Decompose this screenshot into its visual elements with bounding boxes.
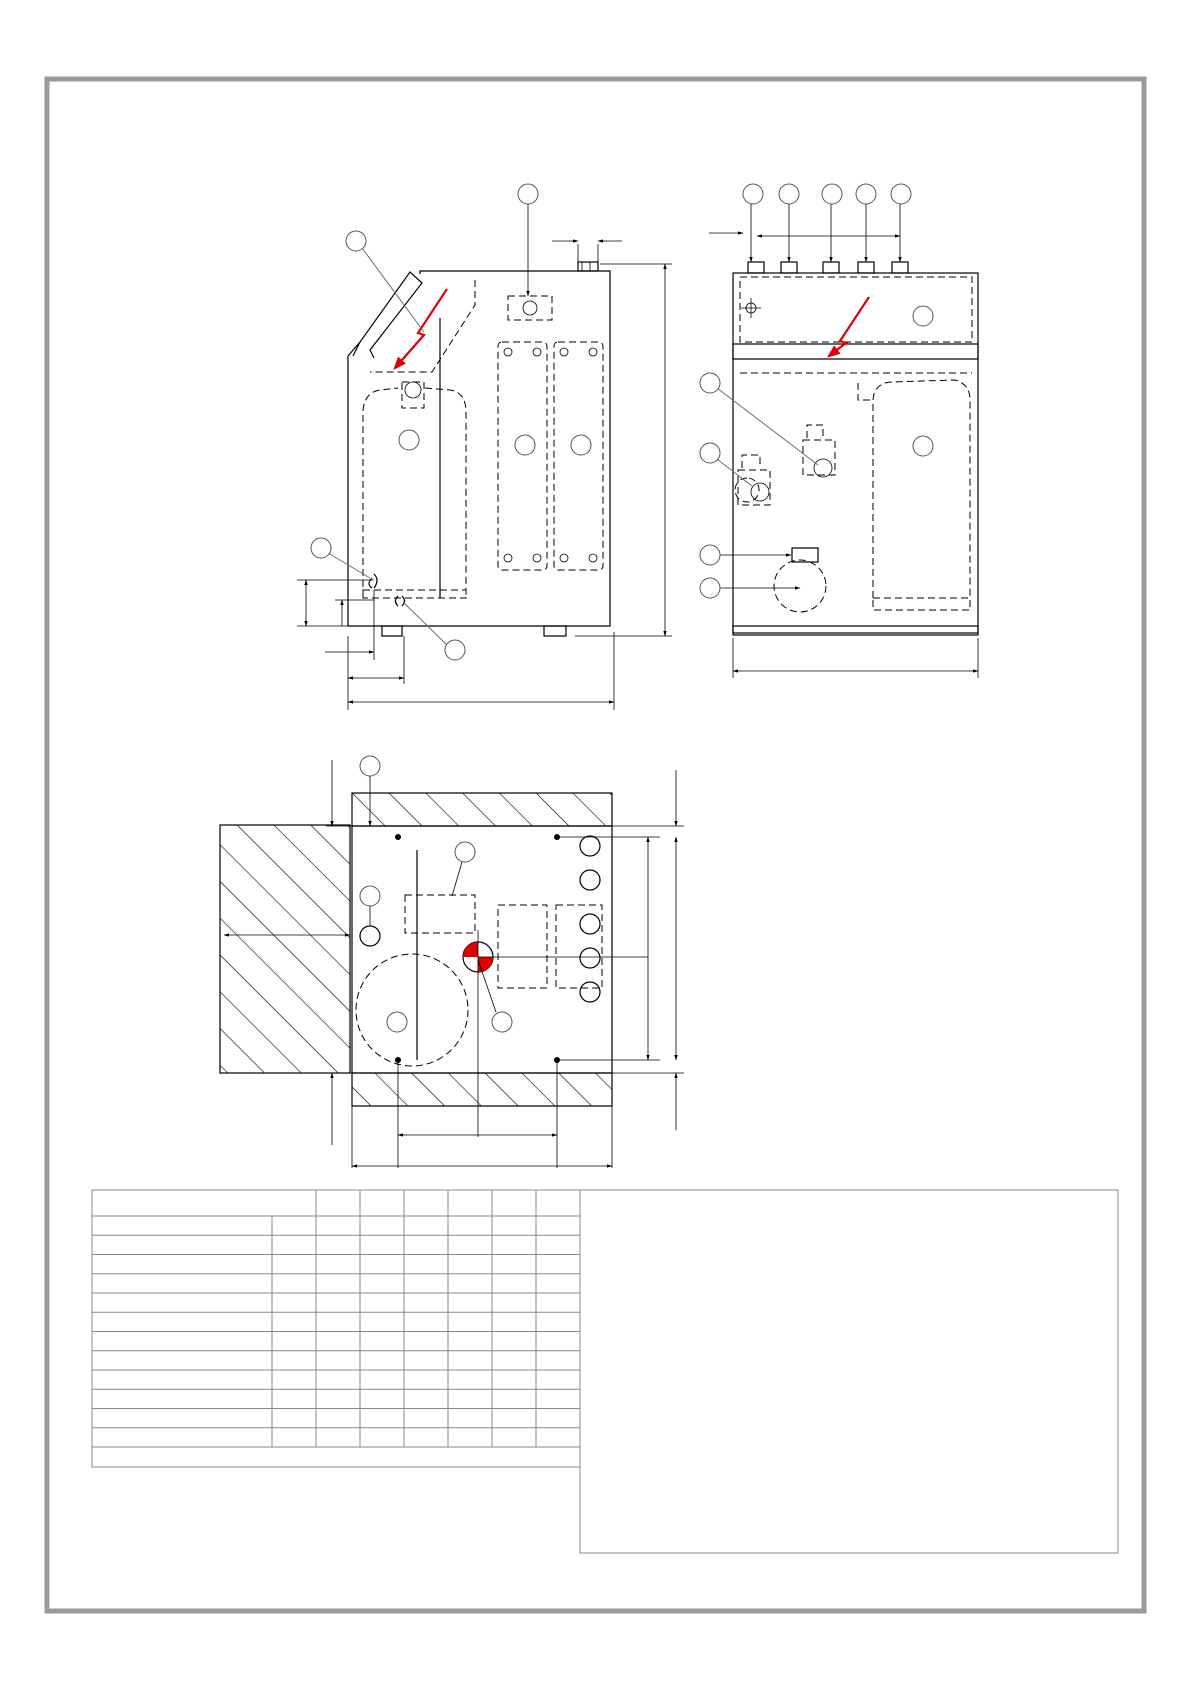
callout-bubble	[856, 184, 876, 204]
callout-bubble	[492, 1012, 512, 1032]
callout-bubble	[913, 436, 933, 456]
callout-bubble	[445, 640, 465, 660]
callout-bubble	[700, 373, 720, 393]
callout-bubble	[360, 756, 380, 776]
callout-bubble	[571, 435, 591, 455]
callout-bubble	[822, 184, 842, 204]
callout-bubble	[913, 306, 933, 326]
callout-bubble	[518, 184, 538, 204]
callout-bubble	[891, 184, 911, 204]
callout-bubble	[360, 886, 380, 906]
callout-bubble	[779, 184, 799, 204]
callout-bubble	[387, 1012, 407, 1032]
callout-bubble	[515, 435, 535, 455]
notes-panel	[580, 1190, 1118, 1553]
side-view	[297, 184, 672, 710]
sheet-frame	[47, 79, 1144, 1611]
callout-bubble	[346, 231, 366, 251]
front-view	[700, 184, 978, 678]
callout-bubble	[700, 545, 720, 565]
callout-bubble	[700, 443, 720, 463]
top-callouts	[743, 184, 911, 262]
callout-bubble	[311, 538, 331, 558]
plan-view	[220, 756, 684, 1168]
callout-bubble	[743, 184, 763, 204]
connection-table	[92, 1190, 580, 1467]
callout-bubble	[399, 430, 419, 450]
callout-bubble	[700, 578, 720, 598]
callout-bubble	[455, 842, 475, 862]
